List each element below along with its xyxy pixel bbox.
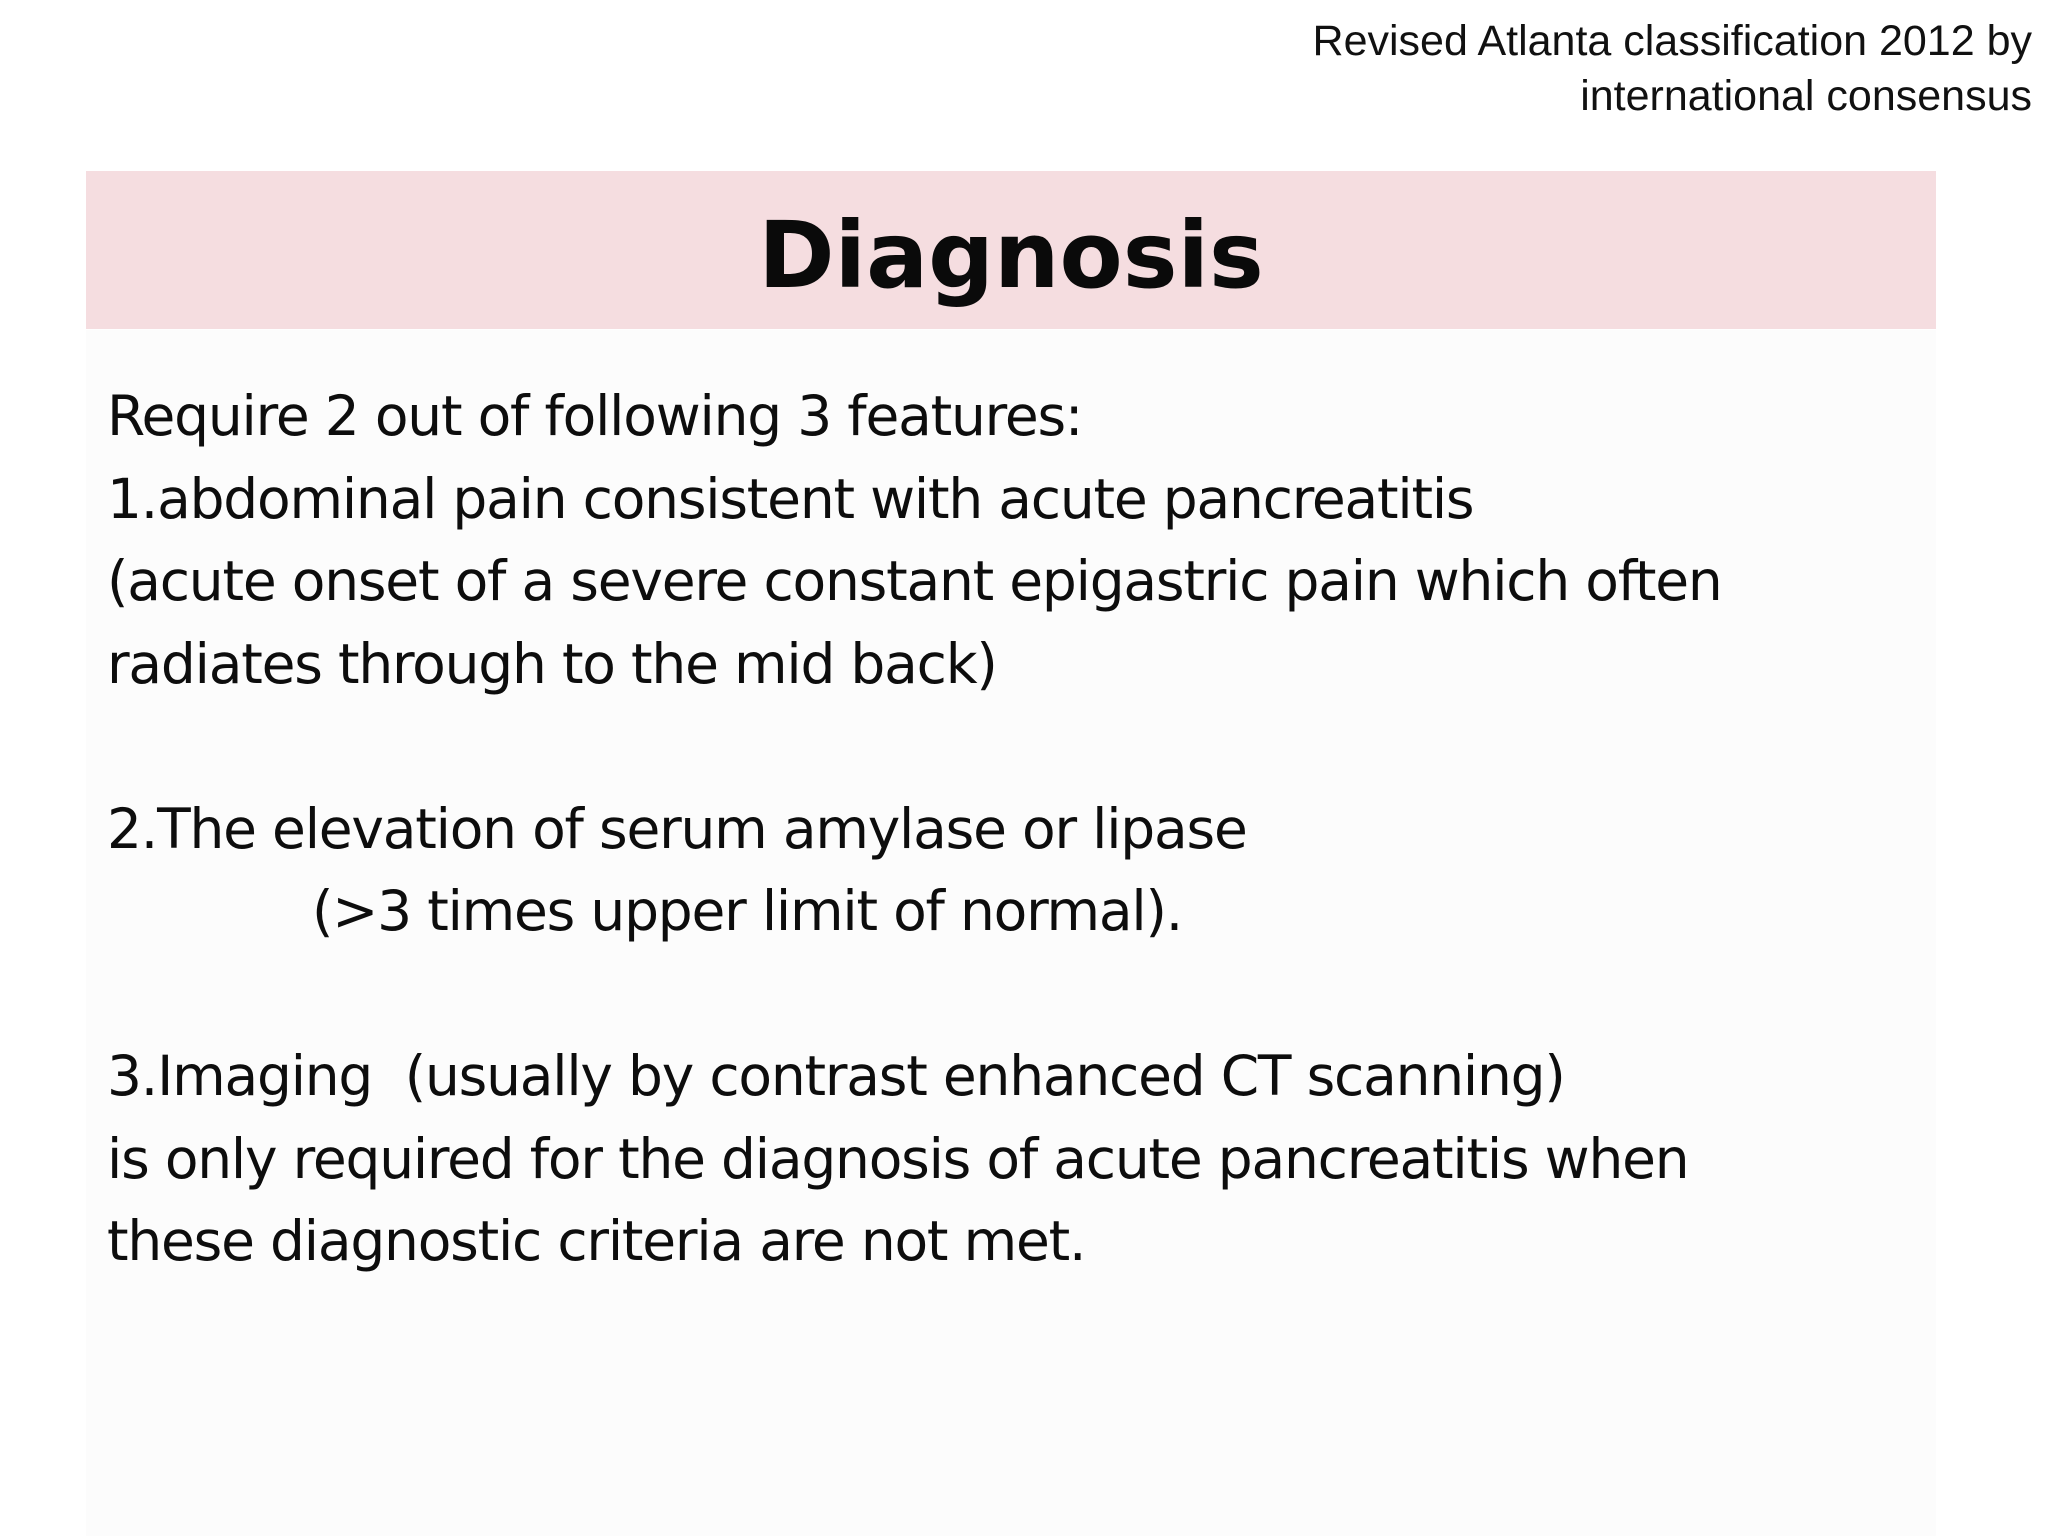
feature-3-detail-line-1: is only required for the diagnosis of acute pancreatitis when	[107, 1126, 1689, 1191]
feature-1-heading: 1.abdominal pain consistent with acute pancreatitis	[107, 466, 1474, 531]
feature-1-detail-line-1: (acute onset of a severe constant epigastric pain which often	[107, 549, 1722, 613]
source-note-line-1: Revised Atlanta classification 2012 by	[1312, 17, 2032, 65]
slide-body	[107, 375, 1917, 1283]
intro-text: Require 2 out of following 3 features:	[107, 384, 1083, 448]
feature-2-heading: 2.The elevation of serum amylase or lipase	[107, 796, 1247, 861]
feature-1-detail-line-2: radiates through to the mid back)	[107, 631, 997, 696]
source-note	[1132, 14, 2032, 124]
source-note-line-2: international consensus	[1580, 72, 2032, 120]
spacer	[107, 705, 1917, 788]
title-band	[86, 171, 1936, 329]
spacer	[107, 953, 1917, 1036]
feature-3-heading: 3.Imaging (usually by contrast enhanced CT scanning)	[107, 1044, 1565, 1108]
slide-title: Diagnosis	[758, 202, 1264, 309]
feature-2-detail: (>3 times upper limit of normal).	[312, 879, 1183, 943]
feature-3-detail-line-2: these diagnostic criteria are not met.	[107, 1209, 1086, 1273]
